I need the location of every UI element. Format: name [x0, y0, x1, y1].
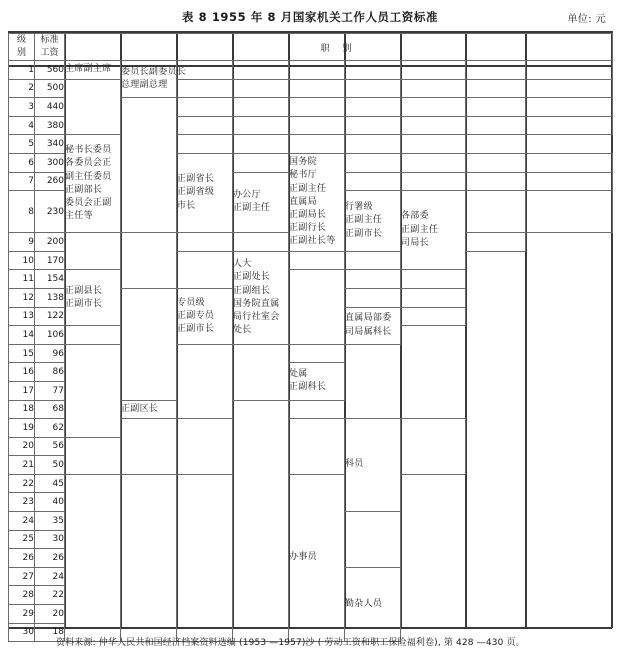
level-cell: 17 [9, 381, 35, 400]
job-cell-empty [289, 116, 345, 135]
job-cell-empty [233, 98, 289, 117]
level-cell: 8 [9, 191, 35, 233]
job-cell-empty [401, 116, 466, 135]
job-cell-c7-r19: 科员 [345, 419, 401, 512]
job-cell-empty [177, 116, 233, 135]
job-cell-empty [466, 79, 526, 98]
job-cell-empty [526, 116, 613, 135]
wage-cell: 45 [35, 474, 65, 493]
level-cell: 19 [9, 419, 35, 438]
wage-cell: 154 [35, 270, 65, 289]
job-cell-empty [401, 79, 466, 98]
level-cell: 25 [9, 530, 35, 549]
wage-cell: 30 [35, 530, 65, 549]
job-cell-empty [466, 61, 526, 80]
job-cell-empty [466, 233, 526, 252]
wage-cell: 24 [35, 567, 65, 586]
wage-cell: 96 [35, 344, 65, 363]
job-cell-empty [466, 135, 526, 154]
table-row [9, 61, 613, 80]
job-cell-empty [401, 288, 466, 307]
job-cell-c2-r1-2: 委员长副委员长 总理副总理 [121, 61, 177, 98]
level-cell: 26 [9, 549, 35, 568]
header-wage-line2: 工资 [40, 48, 59, 58]
job-cell-empty [345, 270, 401, 289]
level-cell: 6 [9, 153, 35, 172]
wage-cell: 22 [35, 586, 65, 605]
job-cell-c9-r16-17: 处属 正副科长 [289, 363, 345, 400]
header-wage-line1: 标准 [40, 35, 59, 45]
job-cell-c7-r22: 办事员 [289, 474, 345, 641]
job-cell-empty [345, 61, 401, 80]
wage-cell: 138 [35, 288, 65, 307]
job-cell-empty [345, 135, 401, 154]
table-row [9, 270, 613, 289]
job-cell-empty [121, 419, 177, 475]
wage-cell: 122 [35, 307, 65, 326]
header-level-line2: 别 [16, 48, 26, 58]
job-cell-empty [121, 474, 177, 641]
job-cell-empty [289, 98, 345, 117]
job-cell-empty [177, 474, 233, 641]
job-cell-c8-r13-14: 直属局部委 司局属科长 [345, 307, 401, 344]
level-cell: 20 [9, 437, 35, 456]
level-cell: 28 [9, 586, 35, 605]
job-cell-empty [345, 288, 401, 307]
header-wage [35, 34, 65, 61]
job-cell-empty [177, 135, 233, 154]
level-cell: 11 [9, 270, 35, 289]
job-cell-c1-r1: 主席副主席 [65, 61, 121, 80]
title-row [0, 9, 620, 29]
table-row [9, 135, 613, 154]
wage-cell: 62 [35, 419, 65, 438]
job-cell-c4-r7-8: 办公厅 正副主任 [233, 172, 289, 233]
job-cell-empty [526, 98, 613, 117]
wage-standard-table [8, 33, 613, 642]
job-cell-c2-r8-9: 行署级 正副主任 正副市长 [345, 191, 401, 252]
job-cell-empty [177, 344, 233, 418]
job-cell-empty [177, 251, 233, 288]
job-cell-empty [65, 79, 121, 135]
wage-cell: 380 [35, 116, 65, 135]
job-cell-c7-r10-14: 人大 正副处长 正副组长 国务院直属 局行社室会 处长 [233, 251, 289, 344]
job-cell-empty [466, 98, 526, 117]
level-cell: 10 [9, 251, 35, 270]
wage-cell: 106 [35, 326, 65, 345]
level-cell: 15 [9, 344, 35, 363]
level-cell: 14 [9, 326, 35, 345]
job-cell-empty [345, 153, 401, 172]
job-cell-empty [345, 116, 401, 135]
wage-cell: 35 [35, 512, 65, 531]
job-cell-empty [401, 98, 466, 117]
job-cell-empty [233, 344, 289, 400]
level-cell: 22 [9, 474, 35, 493]
job-cell-empty [401, 419, 466, 475]
level-cell: 1 [9, 61, 35, 80]
job-cell-empty [121, 98, 177, 233]
job-cell-c9-r27: 勤杂人员 [345, 567, 401, 641]
job-cell-empty [526, 191, 613, 233]
wage-cell: 86 [35, 363, 65, 382]
page-title: 表 8 1955 年 8 月国家机关工作人员工资标准 [181, 10, 439, 24]
level-cell: 7 [9, 172, 35, 191]
level-cell: 27 [9, 567, 35, 586]
job-cell-empty [177, 419, 233, 475]
job-cell-empty [289, 135, 345, 154]
wage-cell: 300 [35, 153, 65, 172]
table-row [9, 344, 613, 363]
job-cell-empty [345, 98, 401, 117]
level-cell: 30 [9, 623, 35, 642]
job-cell-c1-r6-7: 正副省长 正副省级 市长 [177, 153, 233, 232]
job-cell-empty [466, 116, 526, 135]
job-cell-empty [466, 153, 526, 172]
header-level-line1: 级 [16, 35, 26, 45]
wage-cell: 560 [35, 61, 65, 80]
wage-cell: 20 [35, 605, 65, 624]
level-cell: 18 [9, 400, 35, 419]
job-cell-c2-r18: 正副区长 [121, 400, 177, 419]
level-cell: 24 [9, 512, 35, 531]
wage-cell: 200 [35, 233, 65, 252]
job-cell-c1-r11-13: 正副县长 正副市长 [65, 270, 121, 326]
level-cell: 5 [9, 135, 35, 154]
job-cell-empty [289, 344, 345, 363]
wage-cell: 56 [35, 437, 65, 456]
level-cell: 12 [9, 288, 35, 307]
job-cell-empty [345, 79, 401, 98]
job-cell-empty [289, 61, 345, 80]
level-cell: 13 [9, 307, 35, 326]
job-cell-empty [233, 79, 289, 98]
job-cell-empty [233, 233, 289, 252]
job-cell-empty [401, 307, 466, 326]
wage-cell: 340 [35, 135, 65, 154]
table-header-row [9, 34, 613, 61]
job-cell-c3-r12-14: 专员级 正副专员 正副市长 [177, 288, 233, 344]
wage-cell: 77 [35, 381, 65, 400]
wage-cell: 68 [35, 400, 65, 419]
level-cell: 21 [9, 456, 35, 475]
job-cell-empty [65, 233, 121, 270]
wage-cell: 170 [35, 251, 65, 270]
job-cell-c3-r5-8: 秘书长委员 各委员会正 副主任委员 正副部长 委员会正副 主任等 [65, 135, 121, 233]
job-cell-empty [65, 344, 121, 437]
job-cell-empty [526, 172, 613, 191]
wage-cell: 500 [35, 79, 65, 98]
job-cell-empty [466, 172, 526, 191]
level-cell: 4 [9, 116, 35, 135]
job-cell-empty [289, 79, 345, 98]
level-cell: 2 [9, 79, 35, 98]
job-cell-empty [233, 135, 289, 154]
job-cell-empty [233, 61, 289, 80]
header-level [9, 34, 35, 61]
job-cell-empty [177, 98, 233, 117]
level-cell: 16 [9, 363, 35, 382]
unit-label: 单位: 元 [567, 14, 606, 25]
wage-cell: 18 [35, 623, 65, 642]
wage-cell: 26 [35, 549, 65, 568]
job-cell-empty [526, 153, 613, 172]
job-cell-empty [345, 251, 401, 270]
job-cell-empty [345, 172, 401, 191]
wage-cell: 40 [35, 493, 65, 512]
source-footnote: 资料来源: 仲华人民共和国经济档案资料选编 (1953 —1957)沙 ( 劳动工资和职工保险福利卷), 第 428 —430 页。 [56, 638, 525, 648]
job-cell-empty [121, 233, 177, 289]
table-row [9, 79, 613, 98]
job-cell-empty [233, 400, 289, 642]
job-cell-empty [233, 116, 289, 135]
level-cell: 3 [9, 98, 35, 117]
job-cell-empty [401, 61, 466, 80]
job-cell-empty [526, 61, 613, 80]
job-cell-empty [526, 79, 613, 98]
level-cell: 29 [9, 605, 35, 624]
job-cell-empty [401, 135, 466, 154]
job-cell-empty [65, 326, 121, 345]
wage-cell: 230 [35, 191, 65, 233]
job-cell-empty [177, 79, 233, 98]
job-cell-empty [233, 153, 289, 172]
job-cell-empty [121, 288, 177, 400]
wage-cell: 440 [35, 98, 65, 117]
wage-table-wrapper [8, 33, 612, 638]
job-cell-empty [466, 191, 526, 233]
wage-cell: 260 [35, 172, 65, 191]
wage-cell: 50 [35, 456, 65, 475]
job-cell-empty [401, 172, 466, 191]
job-cell-empty [65, 474, 121, 641]
table-row [9, 474, 613, 493]
level-cell: 9 [9, 233, 35, 252]
level-cell: 23 [9, 493, 35, 512]
job-cell-empty [345, 512, 401, 568]
job-cell-empty [289, 270, 345, 344]
job-cell-empty [401, 153, 466, 172]
job-cell-c6-r8-10: 各部委 正副主任 司局长 [401, 191, 466, 270]
job-cell-empty [289, 251, 345, 270]
header-job-category: 职 别 [65, 34, 613, 61]
job-cell-empty [177, 233, 233, 252]
job-cell-empty [401, 270, 466, 289]
job-cell-empty [289, 419, 345, 475]
job-cell-c5-r6-9: 国务院 秘书厅 正副主任 直属局 正副局长 正副行长 正副社长等 [289, 153, 345, 251]
